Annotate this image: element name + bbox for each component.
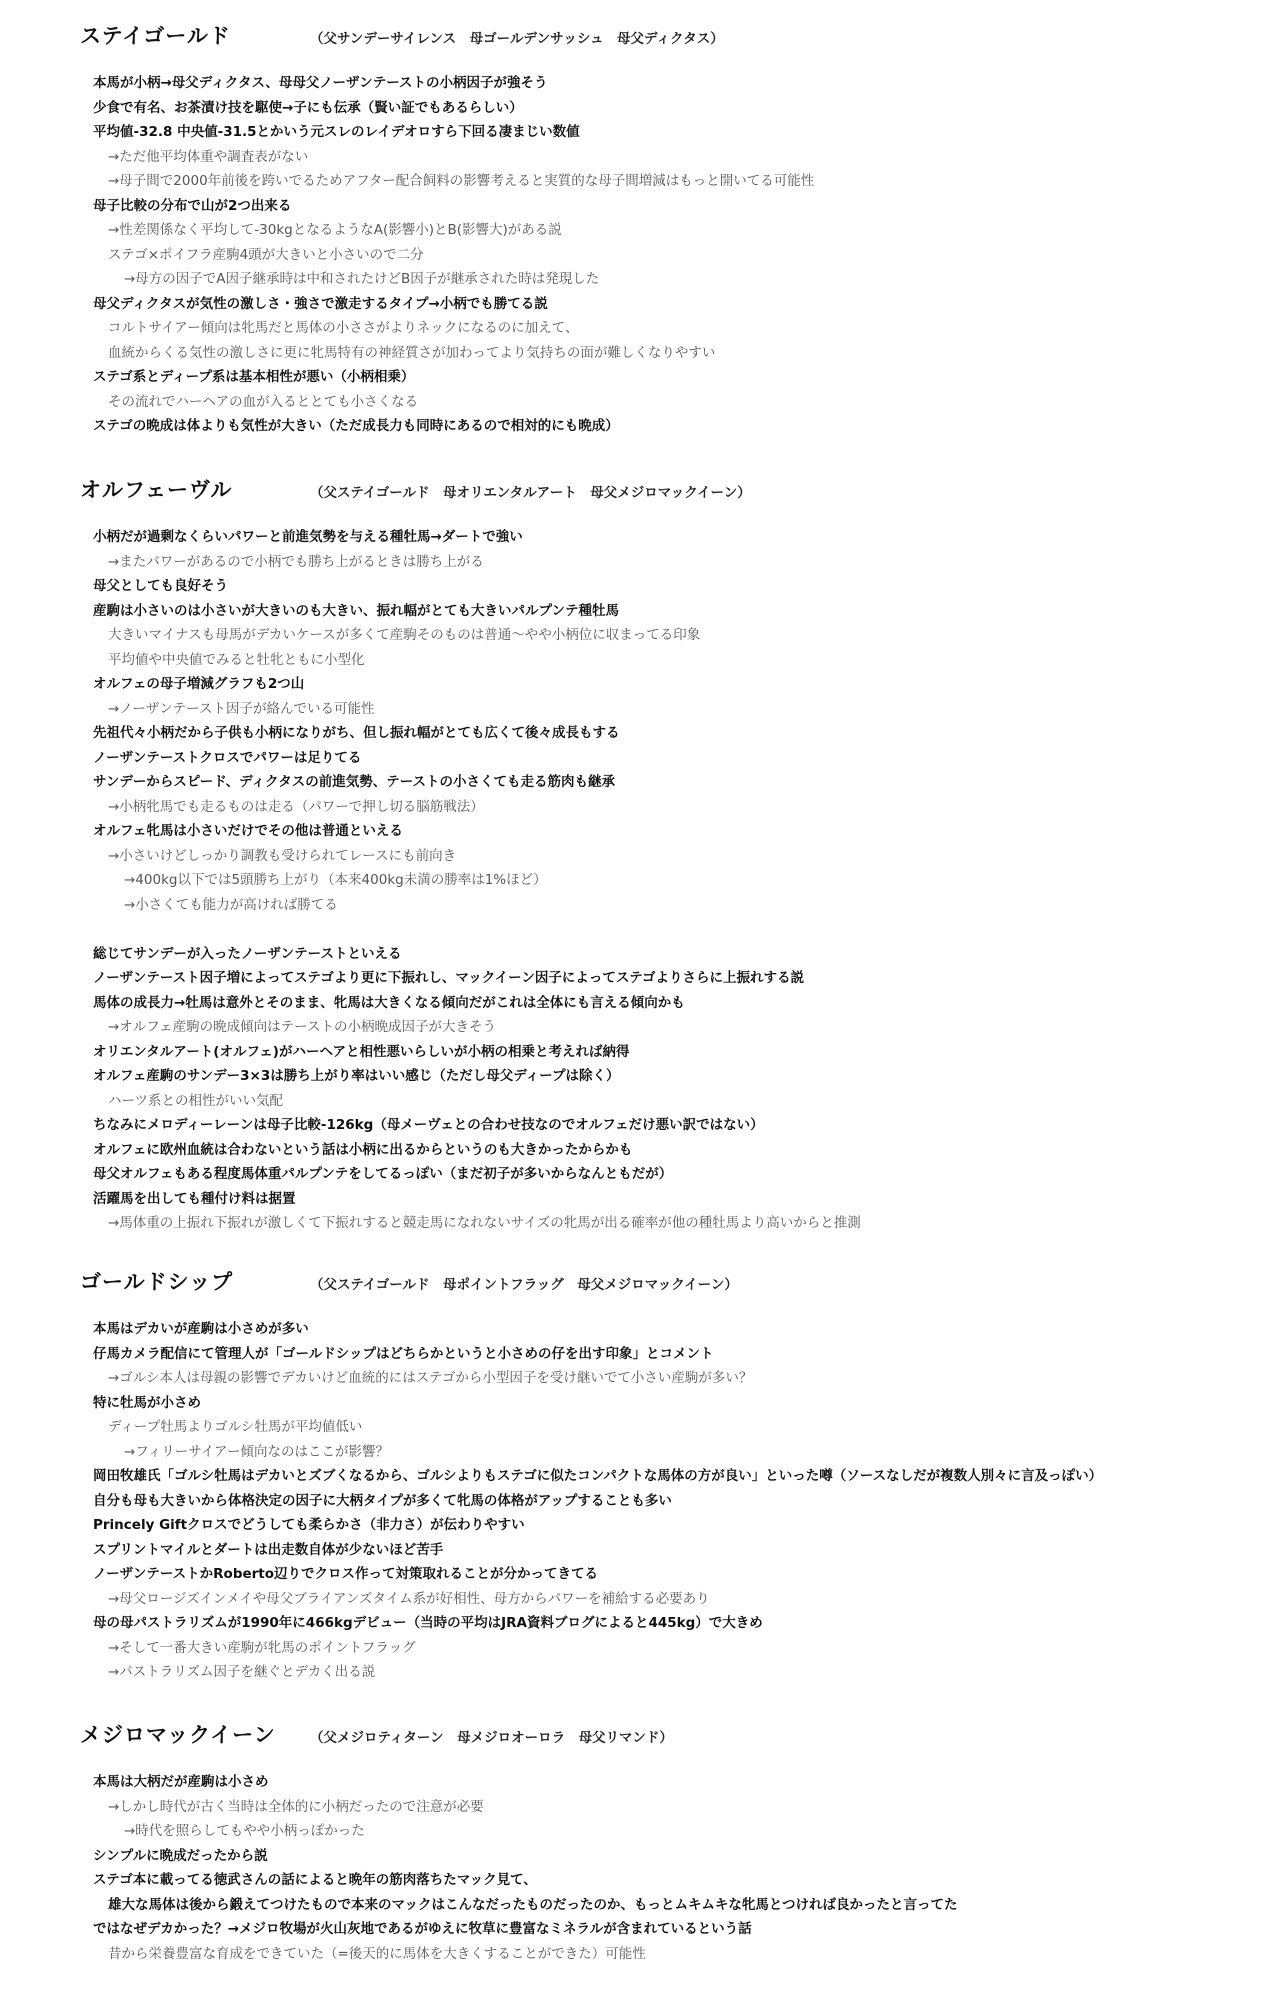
section-title: ゴールドシップ [80,1270,234,1294]
note-subline: 平均値や中央値でみると牡牝ともに小型化 [108,651,365,668]
note-subline: →ノーザンテースト因子が絡んでいる可能性 [108,700,375,717]
note-line: ではなぜデカかった？→メジロ牧場が火山灰地であるがゆえに牧草に豊富なミネラルが含まれているという話 [93,1921,752,1937]
note-line: 活躍馬を出しても種付け料は据置 [93,1190,296,1207]
note-line: 先祖代々小柄だから子供も小柄になりがち、但し振れ幅がとても広くて後々成長もする [93,725,620,741]
note-subline: →母父ロージズインメイや母父ブライアンズタイム系が好相性、母方からパワーを補給する必要あり [108,1590,710,1607]
note-subline: →ただ他平均体重や調査表がない [108,148,309,165]
note-subline: →400kg以下では5頭勝ち上がり（本来400kg未満の勝率は1%ほど） [124,872,547,888]
section-header [0,20,1273,56]
section-notes [0,56,1273,439]
note-subline: ステゴ×ポイフラ産駒4頭が大きいと小さいので二分 [108,246,424,263]
note-subline: →しかし時代が古く当時は全体的に小柄だったので注意が必要 [108,1798,484,1815]
note-subline: →馬体重の上振れ下振れが激しくて下振れすると競走馬になれないサイズの牝馬が出る確率が他の種牡馬より高いからと推測 [108,1215,861,1231]
note-line: オルフェの母子増減グラフも2つ山 [93,676,305,692]
note-subline: ディープ牡馬よりゴルシ牡馬が平均値低い [108,1419,363,1435]
note-line: ステゴの晩成は体よりも気性が大きい（ただ成長力も同時にあるので相対的にも晩成） [93,418,619,434]
note-subline: 血統からくる気性の激しさに更に牝馬特有の神経質さが加わってより気持ちの面が難しくなりやすい [108,344,716,361]
note-line: ステゴ本に載ってる徳武さんの話によると晩年の筋肉落ちたマック見て、 [93,1872,537,1888]
note-line: 本馬はデカいが産駒は小さめが多い [93,1321,309,1337]
note-line: 雄大な馬体は後から鍛えてつけたもので本来のマックはこんなだったものだったのか、もっとムキムキな牝馬とつければ良かったと言ってた [108,1896,958,1913]
note-line: ノーザンテーストかRoberto辺りでクロス作って対策取れることが分かってきてる [93,1566,599,1582]
note-line: 総じてサンデーが入ったノーザンテーストといえる [93,945,402,962]
note-subline: →性差関係なく平均して-30kgとなるようなA(影響小)とB(影響大)がある説 [108,222,562,238]
section-header [0,1266,1273,1302]
note-subline: →時代を照らしてもやや小柄っぽかった [124,1823,365,1839]
note-line: 本馬が小柄→母父ディクタス、母母父ノーザンテーストの小柄因子が強そう [93,75,548,91]
note-line: 特に牡馬が小さめ [93,1394,201,1411]
note-subline: →小さいけどしっかり調教も受けられてレースにも前向き [108,847,457,864]
note-subline: →パストラリズム因子を継ぐとデカく出る説 [108,1664,376,1680]
note-line: 本馬は大柄だが産駒は小さめ [93,1774,269,1790]
note-subline: →フィリーサイアー傾向なのはここが影響？ [124,1443,389,1460]
section-lineage: （父ステイゴールド 母オリエンタルアート 母父メジロマックイーン） [310,485,751,501]
blank-line [0,917,1273,942]
note-line: オルフェ産駒のサンデー3×3は勝ち上がり率はいい感じ（ただし母父ディープは除く） [93,1068,620,1084]
section-lineage: （父サンデーサイレンス 母ゴールデンサッシュ 母父ディクタス） [310,31,724,47]
note-subline: →オルフェ産駒の晩成傾向はテーストの小柄晩成因子が大きそう [108,1019,496,1035]
note-subline: →またパワーがあるので小柄でも勝ち上がるときは勝ち上がる [108,553,484,570]
section [0,1266,1273,1685]
note-line: Princely Giftクロスでどうしても柔らかさ（非力さ）が伝わりやすい [93,1517,525,1533]
note-subline: →そして一番大きい産駒が牝馬のポイントフラッグ [108,1639,416,1656]
note-line: オルフェに欧州血統は合わないという話は小柄に出るからというのも大きかったからかも [93,1141,633,1158]
note-line: 母子比較の分布で山が2つ出来る [93,197,292,214]
note-subline: →ゴルシ本人は母親の影響でデカいけど血統的にはステゴから小型因子を受け継いでて小さい産駒が多い？ [108,1370,753,1386]
section [0,20,1273,439]
section-notes [0,510,1273,1236]
note-line: 母父オルフェもある程度馬体重パルプンテをしてるっぽい（まだ初子が多いからなんともだが） [93,1166,673,1182]
note-line: スプリントマイルとダートは出走数自体が少ないほど苦手 [93,1541,444,1558]
note-line: オリエンタルアート(オルフェ)がハーヘアと相性悪いらしいが小柄の相乗と考えれば納得 [93,1043,630,1060]
note-subline: ハーツ系との相性がいい気配 [108,1092,283,1109]
section-title: オルフェーヴル [80,478,233,502]
note-line: 少食で有名、お茶漬け技を駆使→子にも伝承（賢い証でもあるらしい） [93,99,523,116]
note-line: オルフェ牝馬は小さいだけでその他は普通といえる [93,823,403,839]
note-line: 母父としても良好そう [93,578,228,594]
section-title: メジロマックイーン [80,1723,276,1747]
note-line: 馬体の成長力→牡馬は意外とそのまま、牝馬は大きくなる傾向だがこれは全体にも言える傾向かも [93,994,685,1011]
note-line: ちなみにメロディーレーンは母子比較-126kg（母メーヴェとの合わせ技なのでオルフェだけ悪い訳ではない） [93,1117,764,1133]
note-subline: →母子間で2000年前後を跨いでるためアフター配合飼料の影響考えると実質的な母子間増減はもっと開いてる可能性 [108,173,815,189]
section [0,474,1273,1236]
note-subline: コルトサイアー傾向は牝馬だと馬体の小ささがよりネックになるのに加えて、 [108,320,579,336]
note-line: 岡田牧雄氏「ゴルシ牡馬はデカいとズブくなるから、ゴルシよりもステゴに似たコンパクトな馬体の方が良い」といった噂（ソースなしだが複数人別々に言及っぽい） [93,1468,1103,1484]
section-notes [0,1755,1273,1966]
section-lineage: （父メジロティターン 母メジロオーロラ 母父リマンド） [310,1730,673,1746]
note-subline: その流れでハーヘアの血が入るととても小さくなる [108,393,419,410]
note-line: 産駒は小さいのは小さいが大きいのも大きい、振れ幅がとても大きいパルプンテ種牡馬 [93,602,619,619]
section-header [0,1719,1273,1755]
note-subline: →小柄牝馬でも走るものは走る（パワーで押し切る脳筋戦法） [108,798,484,815]
note-subline: →小さくても能力が高ければ勝てる [124,896,338,913]
section-header [0,474,1273,510]
section-title: ステイゴールド [80,24,231,48]
section-notes [0,1302,1273,1685]
note-line: 小柄だが過剰なくらいパワーと前進気勢を与える種牡馬→ダートで強い [93,529,523,545]
note-line: サンデーからスピード、ディクタスの前進気勢、テーストの小さくても走る筋肉も継承 [93,774,616,790]
note-line: シンプルに晩成だったから説 [93,1847,268,1864]
note-subline: →母方の因子でA因子継承時は中和されたけどB因子が継承された時は発現した [124,271,600,287]
section [0,1719,1273,1966]
note-subline: 大きいマイナスも母馬がデカいケースが多くて産駒そのものは普通〜やや小柄位に収まってる印象 [108,627,701,643]
note-line: ノーザンテースト因子増によってステゴより更に下振れし、マックイーン因子によってステゴよりさらに上振れする説 [93,970,805,986]
note-line: 平均値-32.8 中央値-31.5とかいう元スレのレイデオロすら下回る凄まじい数値 [93,124,580,140]
note-line: 仔馬カメラ配信にて管理人が「ゴールドシップはどちらかというと小さめの仔を出す印象」とコメント [93,1345,714,1362]
note-line: 母の母パストラリズムが1990年に466kgデビュー（当時の平均はJRA資料ブログによると445kg）で大きめ [93,1615,763,1631]
note-line: ステゴ系とディープ系は基本相性が悪い（小柄相乗） [93,369,415,385]
note-line: ノーザンテーストクロスでパワーは足りてる [93,749,362,766]
section-lineage: （父ステイゴールド 母ポイントフラッグ 母父メジロマックイーン） [310,1277,738,1293]
note-line: 母父ディクタスが気性の激しさ・強さで激走するタイプ→小柄でも勝てる説 [93,295,548,312]
note-subline: 昔から栄養豊富な育成をできていた（=後天的に馬体を大きくすることができた）可能性 [108,1945,646,1962]
note-line: 自分も母も大きいから体格決定の因子に大柄タイプが多くて牝馬の体格がアップすることも多い [93,1492,672,1509]
